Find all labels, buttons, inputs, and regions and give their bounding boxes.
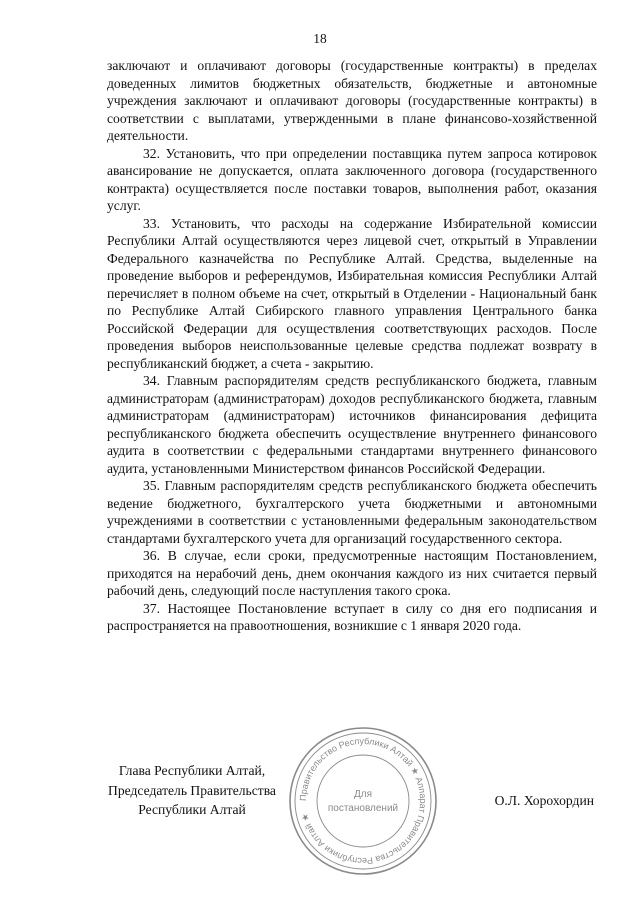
paragraph-34: 34. Главным распорядителям средств республиканского бюджета, главным администраторам (администраторам) доходов республиканского бюджета, главным администраторам (администраторам) источников финансирования дефицита республиканского бюджета обеспечить осуществление внутреннего финансового аудита в соответствии с федеральными стандартами внутреннего финансового аудита, установленными Министерством финансов Российской Федерации. [107,373,597,476]
stamp-center-line-1: Для [353,789,373,800]
signatory-line-2: Председатель Правительства [108,782,276,798]
signatory-line-1: Глава Республики Алтай, [118,763,266,778]
signatory-line-3: Республики Алтай [138,802,246,817]
document-body [107,57,597,635]
paragraph-36: 36. В случае, если сроки, предусмотренные настоящим Постановлением, приходятся на нерабочий день, днем окончания каждого из них считается первый рабочий день, следующий после наступления такого срока. [107,548,597,598]
paragraph-continuation: заключают и оплачивают договоры (государственные контракты) в пределах доведенных лимитов бюджетных обязательств, бюджетные и автономные учреждения заключают и оплачивают договоры (государственные контракты) в соответствии с выплатами, утвержденными в плане финансово-хозяйственной деятельности. [107,58,597,143]
paragraph-35: 35. Главным распорядителям средств республиканского бюджета обеспечить ведение бюджетного, бухгалтерского учета бюджетными и автономными учреждениями в соответствии с установленными федеральным законодательством стандартами бухгалтерского учета для организаций государственного сектора. [107,478,597,546]
paragraph-32: 32. Установить, что при определении поставщика путем запроса котировок авансирование не допускается, оплата заключенного договора (государственного контракта) осуществляется после поставки товаров, выполнения работ, оказания услуг. [107,145,597,213]
stamp-ring-text: Правительство Республики Алтай ★ Аппарат Правительства Республики Алтай ★ [297,735,429,867]
stamp-outer-ring [290,728,436,874]
paragraph-37: 37. Настоящее Постановление вступает в силу со дня его подписания и распространяется на правоотношения, возникшие с 1 января 2020 года. [107,600,597,633]
paragraph-33: 33. Установить, что расходы на содержание Избирательной комиссии Республики Алтай осуществляются через лицевой счет, открытый в Управлении Федерального казначейства по Республике Алтай. Средства, выделенные на проведение выборов и референдумов, Избирательная комиссия Республики Алтай перечисляет в полном объеме на счет, открытый в Отделении - Национальный банк по Республике Алтай Сибирского главного управления Центрального банка Российской Федерации для осуществления соответствующих расходов. После проведения выборов неиспользованные целевые средства подлежат возврату в республиканский бюджет, а счета - закрытию. [107,215,597,371]
signatory-title [108,761,276,820]
stamp-second-ring [295,733,431,869]
stamp-inner-ring [317,755,409,847]
signatory-name: О.Л. Хорохордин [494,793,594,808]
official-stamp [286,724,440,878]
stamp-center-line-2: постановлений [327,803,399,814]
page-number: 18 [313,31,327,46]
